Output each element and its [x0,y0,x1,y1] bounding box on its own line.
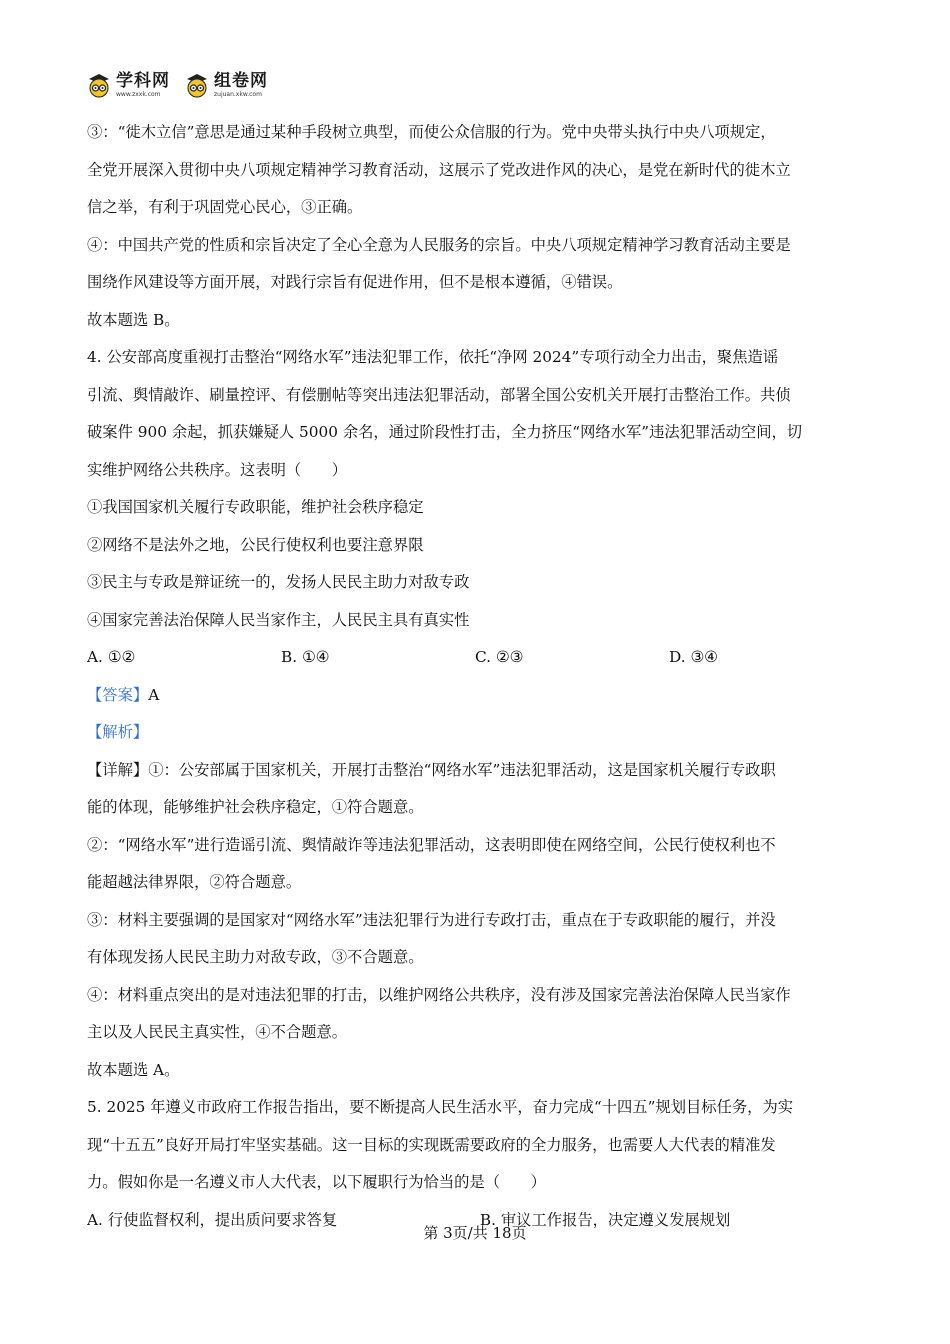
text-line: 主以及人民民主真实性，④不合题意。 [87,1023,348,1041]
mascot-icon [86,72,112,98]
text-line: 故本题选 A。 [87,1060,180,1079]
brand-name: 学科网 [116,70,170,91]
detail-label: 【详解】 [87,760,149,779]
document-body [87,114,865,1239]
text-line: ③：“徙木立信”意思是通过某种手段树立典型，而使公众信服的行为。党中央带头执行中央八项规定， [87,123,776,141]
brand-url: zujuan.xkw.com [214,90,262,98]
zujuanwang-logo[interactable] [184,72,268,98]
text-line: 现“十五五”良好开局打牢坚实基础。这一目标的实现既需要政府的全力服务，也需要人大代表的精准发 [87,1135,776,1154]
option-c[interactable]: C. ②③ [475,648,524,666]
statement-1: ①我国国家机关履行专政职能，维护社会秩序稳定 [87,498,424,516]
text-line: ②：“网络水军”进行造谣引流、舆情敲诈等违法犯罪活动，这表明即使在网络空间，公民行使权利也不 [87,835,776,854]
statement-4: ④国家完善法治保障人民当家作主，人民民主具有真实性 [87,610,470,629]
answer-line [87,677,865,715]
text-line: ④：材料重点突出的是对违法犯罪的打击，以维护网络公共秩序，没有涉及国家完善法治保障人民当家作 [87,985,791,1004]
text-line: 全党开展深入贯彻中央八项规定精神学习教育活动，这展示了党改进作风的决心，是党在新时代的徙木立 [87,160,791,179]
option-a[interactable]: A. 行使监督权利，提出质问要求答复 [87,1210,338,1229]
option-a[interactable]: A. ①② [87,648,136,666]
text-line: 有体现发扬人民民主助力对敌专政，③不合题意。 [87,948,424,966]
statement-3: ③民主与专政是辩证统一的，发扬人民民主助力对敌专政 [87,573,470,591]
text-line: 信之举，有利于巩固党心民心，③正确。 [87,198,363,216]
brand-url: www.zxxk.com [116,90,161,98]
detail-line [87,752,865,790]
text-line: 力。假如你是一名遵义市人大代表，以下履职行为恰当的是（ ） [87,1173,546,1191]
text-line: 破案件 900 余起，抓获嫌疑人 5000 余名，通过阶段性打击，全力挤压“网络水军”违法犯罪活动空间，切 [87,423,803,441]
option-d[interactable]: D. ③④ [669,648,718,666]
text-line: 引流、舆情敲诈、刷量控评、有偿删帖等突出违法犯罪活动，部署全国公安机关开展打击整治工作。共侦 [87,385,791,404]
option-b[interactable]: B. ①④ [281,648,330,666]
text-line: 能的体现，能够维护社会秩序稳定，①符合题意。 [87,798,424,816]
text-line: 故本题选 B。 [87,310,180,329]
option-b[interactable]: B. 审议工作报告，决定遵义发展规划 [479,1210,731,1229]
text-line: ③：材料主要强调的是国家对“网络水军”违法犯罪行为进行专政打击，重点在于专政职能的履行，并没 [87,910,776,929]
text-line: 围绕作风建设等方面开展，对践行宗旨有促进作用，但不是根本遵循，④错误。 [87,273,623,291]
brand-name: 组卷网 [214,70,268,91]
text-line: 实维护网络公共秩序。这表明（ ） [87,460,348,479]
question-4-stem: 4. 公安部高度重视打击整治“网络水军”违法犯罪工作，依托“净网 2024”专项行动全力出击，聚焦造谣 [87,348,779,366]
text-line: 能超越法律界限，②符合题意。 [87,873,302,891]
page-number: 第 3页/共 18页 [423,1224,527,1242]
xuekewang-logo[interactable] [86,72,170,98]
mascot-icon [184,72,210,98]
statement-2: ②网络不是法外之地，公民行使权利也要注意界限 [87,535,424,554]
detail-text: ①：公安部属于国家机关，开展打击整治“网络水军”违法犯罪活动，这是国家机关履行专政职 [148,760,776,779]
analysis-label: 【解析】 [87,723,149,741]
text-line: ④：中国共产党的性质和宗旨决定了全心全意为人民服务的宗旨。中央八项规定精神学习教育活动主要是 [87,235,791,254]
answer-value: A [148,685,160,704]
header-logos [86,72,268,98]
question-4-options [87,639,865,677]
answer-label: 【答案】 [87,685,149,704]
question-5-stem: 5. 2025 年遵义市政府工作报告指出，要不断提高人民生活水平，奋力完成“十四五”规划目标任务，为实 [87,1098,794,1116]
